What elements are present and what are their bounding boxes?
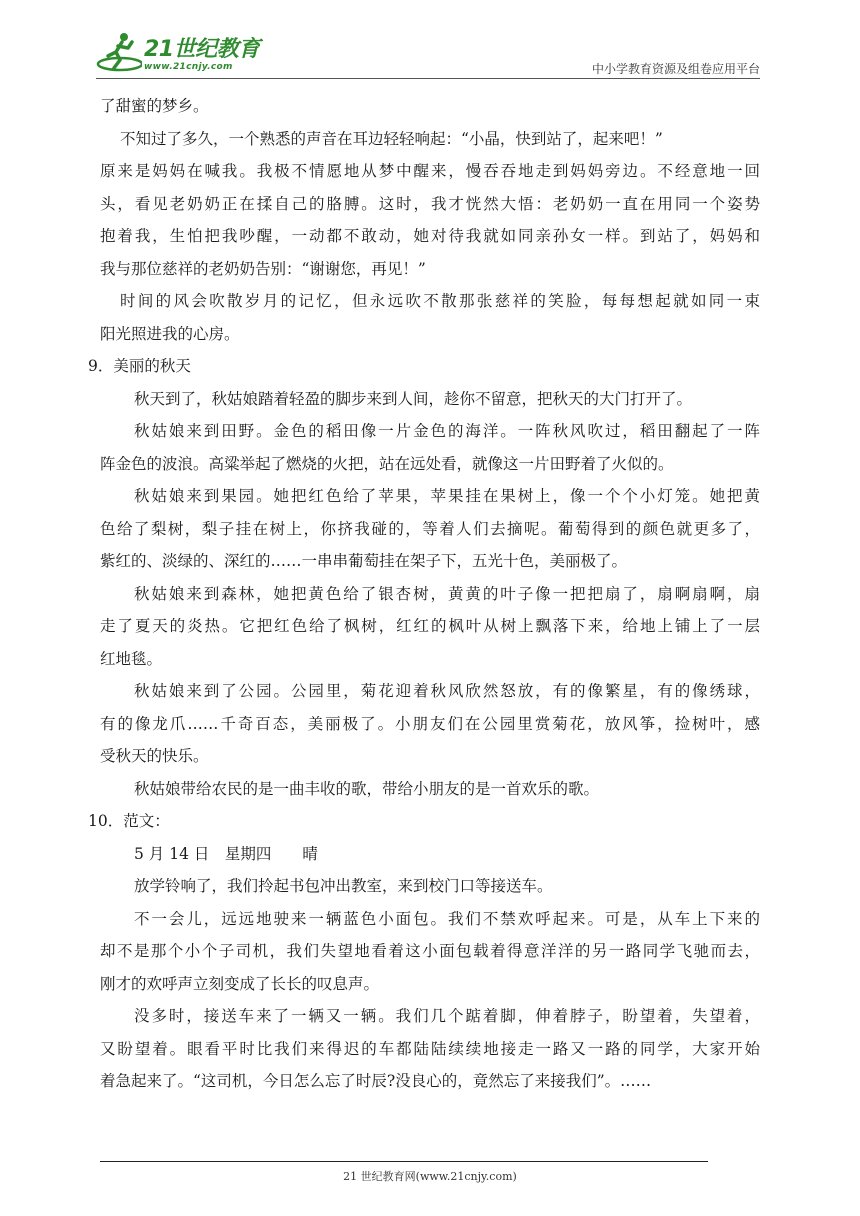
text-line: 不知过了多久，一个熟悉的声音在耳边轻轻响起：“小晶，快到站了，起来吧！”: [120, 129, 663, 148]
text-line: 了甜蜜的梦乡。: [100, 97, 209, 115]
header-platform-text: 中小学教育资源及组卷应用平台: [591, 62, 760, 76]
logo-url: www.21cnjy.com: [144, 62, 233, 72]
text-line: 秋天到了，秋姑娘踏着轻盈的脚步来到人间，趁你不留意，把秋天的大门打开了。: [134, 389, 693, 408]
text-line: 刚才的欢呼声立刻变成了长长的叹息声。: [100, 974, 380, 993]
text-line: 却不是那个小个子司机，我们失望地看着这小面包载着得意洋洋的另一路同学飞驰而去，: [100, 942, 760, 960]
text-line: 抱着我，生怕把我吵醒，一动都不敢动，她对待我就如同亲孙女一样。到站了，妈妈和: [100, 227, 760, 245]
text-line: 着急起来了。“这司机，今日怎么忘了时辰?没良心的，竟然忘了来接我们”。……: [100, 1072, 652, 1090]
diary-date-line: 5 月 14 日 星期四 晴: [134, 844, 318, 863]
text-line: 我与那位慈祥的老奶奶告别：“谢谢您，再见！”: [100, 259, 426, 278]
footer-text: 21 世纪教育网(www.21cnjy.com): [343, 1170, 517, 1183]
text-line: 没多时，接送车来了一辆又一辆。我们几个踮着脚，伸着脖子，盼望着，失望着，: [134, 1007, 760, 1025]
text-line: 时间的风会吹散岁月的记忆，但永远吹不散那张慈祥的笑脸，每每想起就如同一束: [120, 292, 760, 310]
runner-logo-icon: [96, 30, 142, 74]
text-line: 秋姑娘来到了公园。公园里，菊花迎着秋风欣然怒放，有的像繁星，有的像绣球，: [134, 682, 760, 700]
page-header: [96, 26, 760, 80]
text-line: 原来是妈妈在喊我。我极不情愿地从梦中醒来，慢吞吞地走到妈妈旁边。不经意地一回: [100, 162, 760, 180]
section-heading: 10．范文：: [88, 812, 170, 830]
footer-divider: [100, 1161, 708, 1162]
header-divider: [96, 78, 760, 79]
logo: [96, 30, 266, 74]
text-line: 放学铃响了，我们拎起书包冲出教室，来到校门口等接送车。: [134, 877, 553, 895]
text-line: 头，看见老奶奶正在揉自己的胳膊。这时，我才恍然大悟：老奶奶一直在用同一个姿势: [100, 194, 760, 213]
text-line: 阳光照进我的心房。: [100, 324, 240, 343]
text-line: 不一会儿，远远地驶来一辆蓝色小面包。我们不禁欢呼起来。可是，从车上下来的: [134, 909, 760, 928]
text-line: 秋姑娘带给农民的是一曲丰收的歌，带给小朋友的是一首欢乐的歌。: [134, 779, 600, 798]
text-line: 有的像龙爪……千奇百态，美丽极了。小朋友们在公园里赏菊花，放风筝，捡树叶，感: [100, 714, 760, 733]
text-line: 紫红的、淡绿的、深红的……一串串葡萄挂在架子下，五光十色，美丽极了。: [100, 552, 628, 570]
text-line: 阵金色的波浪。高粱举起了燃烧的火把，站在远处看，就像这一片田野着了火似的。: [100, 454, 674, 473]
text-line: 红地毯。: [100, 649, 163, 668]
text-line: 受秋天的快乐。: [100, 747, 209, 765]
text-line: 秋姑娘来到森林，她把黄色给了银杏树，黄黄的叶子像一把把扇了，扇啊扇啊，扇: [134, 584, 760, 603]
text-line: 走了夏天的炎热。它把红色给了枫树，红红的枫叶从树上飘落下来，给地上铺上了一层: [100, 617, 760, 635]
text-line: 色给了梨树，梨子挂在树上，你挤我碰的，等着人们去摘呢。葡萄得到的颜色就更多了，: [100, 519, 760, 538]
text-line: 又盼望着。眼看平时比我们来得迟的车都陆陆续续地接走一路又一路的同学，大家开始: [100, 1039, 760, 1058]
section-heading: 9．美丽的秋天: [88, 357, 191, 375]
text-line: 秋姑娘来到果园。她把红色给了苹果，苹果挂在果树上，像一个个小灯笼。她把黄: [134, 487, 760, 505]
logo-text: 21世纪教育: [144, 37, 260, 62]
text-line: 秋姑娘来到田野。金色的稻田像一片金色的海洋。一阵秋风吹过，稻田翻起了一阵: [134, 422, 760, 440]
document-body: [88, 90, 760, 1098]
